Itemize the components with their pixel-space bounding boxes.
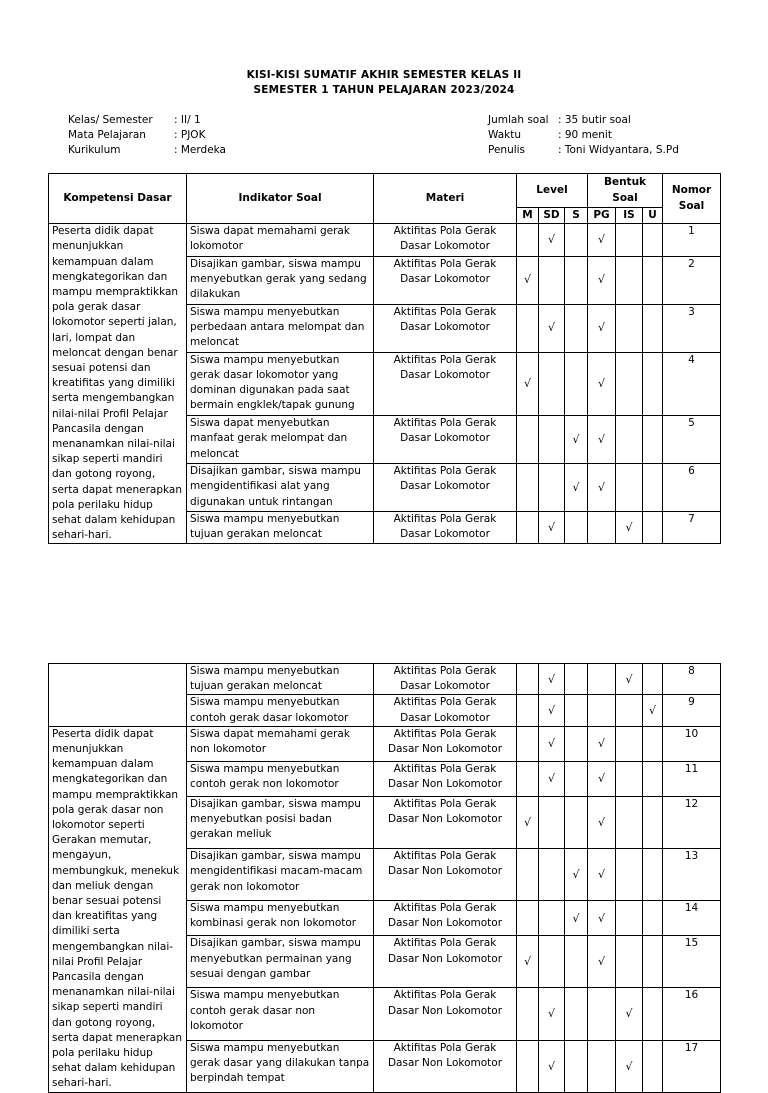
materi-cell: Aktifitas Pola Gerak Dasar Lokomotor — [374, 512, 517, 544]
bentuk-u-cell — [643, 726, 663, 761]
bentuk-is-cell — [616, 464, 643, 512]
header-kompetensi-dasar: Kompetensi Dasar — [49, 174, 187, 224]
indikator-cell: Siswa mampu menyebutkan gerak dasar lokomotor yang dominan digunakan pada saat bermain engklek/tapak gunung — [187, 352, 374, 416]
level-s-cell — [565, 988, 588, 1040]
table-row — [49, 726, 721, 761]
level-sd-cell — [539, 416, 565, 464]
bentuk-pg-cell: √ — [588, 849, 616, 901]
level-sd-cell: √ — [539, 304, 565, 352]
materi-cell: Aktifitas Pola Gerak Dasar Lokomotor — [374, 256, 517, 304]
bentuk-u-cell — [643, 761, 663, 796]
meta-right — [488, 113, 679, 158]
level-sd-cell: √ — [539, 761, 565, 796]
materi-cell: Aktifitas Pola Gerak Dasar Lokomotor — [374, 664, 517, 695]
materi-cell: Aktifitas Pola Gerak Dasar Lokomotor — [374, 416, 517, 464]
materi-cell: Aktifitas Pola Gerak Dasar Lokomotor — [374, 304, 517, 352]
indikator-cell: Siswa dapat memahami gerak lokomotor — [187, 224, 374, 256]
bentuk-u-cell — [643, 352, 663, 416]
nomor-soal-cell: 16 — [663, 988, 721, 1040]
level-m-cell — [517, 224, 539, 256]
bentuk-pg-cell — [588, 1040, 616, 1092]
header-sd: SD — [539, 208, 565, 224]
bentuk-pg-cell: √ — [588, 761, 616, 796]
bentuk-is-cell: √ — [616, 512, 643, 544]
level-sd-cell: √ — [539, 1040, 565, 1092]
indikator-cell: Disajikan gambar, siswa mampu mengidentifikasi alat yang digunakan untuk rintangan — [187, 464, 374, 512]
level-s-cell: √ — [565, 416, 588, 464]
indikator-cell: Siswa mampu menyebutkan perbedaan antara melompat dan meloncat — [187, 304, 374, 352]
meta-value: : 90 menit — [558, 129, 612, 141]
bentuk-pg-cell: √ — [588, 464, 616, 512]
bentuk-is-cell — [616, 352, 643, 416]
document-title-line1: KISI-KISI SUMATIF AKHIR SEMESTER KELAS II — [246, 69, 522, 81]
meta-label: Kurikulum — [68, 144, 121, 156]
indikator-cell: Siswa mampu menyebutkan kombinasi gerak non lokomotor — [187, 901, 374, 936]
meta-row-mapel — [68, 128, 226, 143]
level-sd-cell — [539, 464, 565, 512]
header-is: IS — [616, 208, 643, 224]
header-s: S — [565, 208, 588, 224]
nomor-soal-cell: 11 — [663, 761, 721, 796]
bentuk-u-cell — [643, 901, 663, 936]
materi-cell: Aktifitas Pola Gerak Dasar Lokomotor — [374, 352, 517, 416]
bentuk-pg-cell — [588, 664, 616, 695]
meta-label: Waktu — [488, 129, 521, 141]
level-sd-cell — [539, 901, 565, 936]
nomor-soal-cell: 2 — [663, 256, 721, 304]
level-s-cell: √ — [565, 849, 588, 901]
bentuk-is-cell — [616, 695, 643, 726]
header-nomor-soal: Nomor Soal — [663, 174, 721, 224]
level-m-cell — [517, 512, 539, 544]
level-m-cell — [517, 695, 539, 726]
bentuk-pg-cell: √ — [588, 416, 616, 464]
level-s-cell — [565, 664, 588, 695]
meta-label: Jumlah soal — [488, 114, 549, 126]
level-m-cell — [517, 901, 539, 936]
level-s-cell — [565, 512, 588, 544]
bentuk-u-cell — [643, 664, 663, 695]
level-m-cell: √ — [517, 797, 539, 849]
meta-label: Mata Pelajaran — [68, 129, 146, 141]
level-m-cell — [517, 304, 539, 352]
nomor-soal-cell: 8 — [663, 664, 721, 695]
level-m-cell — [517, 664, 539, 695]
header-pg: PG — [588, 208, 616, 224]
level-sd-cell: √ — [539, 695, 565, 726]
table-header-row — [49, 174, 721, 208]
level-sd-cell — [539, 256, 565, 304]
meta-value: : II/ 1 — [174, 114, 201, 126]
indikator-cell: Siswa mampu menyebutkan contoh gerak non lokomotor — [187, 761, 374, 796]
level-m-cell: √ — [517, 256, 539, 304]
bentuk-u-cell — [643, 1040, 663, 1092]
bentuk-pg-cell — [588, 988, 616, 1040]
level-s-cell — [565, 761, 588, 796]
bentuk-u-cell — [643, 224, 663, 256]
table-row — [49, 224, 721, 256]
bentuk-pg-cell: √ — [588, 797, 616, 849]
materi-cell: Aktifitas Pola Gerak Dasar Non Lokomotor — [374, 988, 517, 1040]
indikator-cell: Disajikan gambar, siswa mampu menyebutkan permainan yang sesuai dengan gambar — [187, 936, 374, 988]
document-title-line2: SEMESTER 1 TAHUN PELAJARAN 2023/2024 — [253, 84, 515, 96]
indikator-cell: Disajikan gambar, siswa mampu menyebutkan posisi badan gerakan meliuk — [187, 797, 374, 849]
level-m-cell — [517, 416, 539, 464]
nomor-soal-cell: 5 — [663, 416, 721, 464]
level-s-cell — [565, 304, 588, 352]
level-m-cell — [517, 849, 539, 901]
bentuk-is-cell — [616, 256, 643, 304]
level-m-cell — [517, 761, 539, 796]
bentuk-u-cell — [643, 512, 663, 544]
bentuk-u-cell — [643, 988, 663, 1040]
meta-value: : 35 butir soal — [558, 114, 631, 126]
bentuk-is-cell — [616, 726, 643, 761]
meta-label: Penulis — [488, 144, 526, 156]
meta-left — [68, 113, 226, 158]
nomor-soal-cell: 1 — [663, 224, 721, 256]
materi-cell: Aktifitas Pola Gerak Dasar Non Lokomotor — [374, 761, 517, 796]
bentuk-u-cell — [643, 416, 663, 464]
bentuk-u-cell — [643, 936, 663, 988]
nomor-soal-cell: 3 — [663, 304, 721, 352]
materi-cell: Aktifitas Pola Gerak Dasar Lokomotor — [374, 224, 517, 256]
bentuk-pg-cell: √ — [588, 901, 616, 936]
header-u: U — [643, 208, 663, 224]
level-m-cell — [517, 726, 539, 761]
materi-cell: Aktifitas Pola Gerak Dasar Non Lokomotor — [374, 1040, 517, 1092]
bentuk-is-cell — [616, 224, 643, 256]
level-s-cell — [565, 352, 588, 416]
header-bentuk-soal: Bentuk Soal — [588, 174, 663, 208]
level-m-cell — [517, 988, 539, 1040]
nomor-soal-cell: 10 — [663, 726, 721, 761]
level-sd-cell — [539, 797, 565, 849]
bentuk-is-cell: √ — [616, 664, 643, 695]
header-m: M — [517, 208, 539, 224]
bentuk-pg-cell: √ — [588, 256, 616, 304]
bentuk-pg-cell: √ — [588, 726, 616, 761]
bentuk-u-cell — [643, 797, 663, 849]
level-sd-cell — [539, 352, 565, 416]
header-indikator-soal: Indikator Soal — [187, 174, 374, 224]
nomor-soal-cell: 15 — [663, 936, 721, 988]
kisi-kisi-table-1 — [48, 173, 721, 544]
nomor-soal-cell: 14 — [663, 901, 721, 936]
indikator-cell: Siswa mampu menyebutkan contoh gerak dasar non lokomotor — [187, 988, 374, 1040]
header-materi: Materi — [374, 174, 517, 224]
level-s-cell — [565, 256, 588, 304]
header-level: Level — [517, 174, 588, 208]
nomor-soal-cell: 7 — [663, 512, 721, 544]
indikator-cell: Siswa mampu menyebutkan tujuan gerakan meloncat — [187, 512, 374, 544]
meta-value: : Merdeka — [174, 144, 226, 156]
level-m-cell: √ — [517, 352, 539, 416]
bentuk-pg-cell: √ — [588, 304, 616, 352]
level-s-cell — [565, 224, 588, 256]
indikator-cell: Disajikan gambar, siswa mampu mengidentifikasi macam-macam gerak non lokomotor — [187, 849, 374, 901]
bentuk-is-cell — [616, 797, 643, 849]
level-s-cell — [565, 797, 588, 849]
bentuk-is-cell: √ — [616, 1040, 643, 1092]
level-sd-cell: √ — [539, 512, 565, 544]
meta-row-jumlah-soal — [488, 113, 679, 128]
meta-value: : PJOK — [174, 129, 206, 141]
bentuk-is-cell — [616, 901, 643, 936]
level-sd-cell: √ — [539, 726, 565, 761]
indikator-cell: Disajikan gambar, siswa mampu menyebutkan gerak yang sedang dilakukan — [187, 256, 374, 304]
level-sd-cell: √ — [539, 224, 565, 256]
meta-label: Kelas/ Semester — [68, 114, 153, 126]
level-s-cell: √ — [565, 464, 588, 512]
meta-row-kelas — [68, 113, 226, 128]
meta-value: : Toni Widyantara, S.Pd — [558, 144, 679, 156]
bentuk-u-cell — [643, 304, 663, 352]
bentuk-u-cell — [643, 464, 663, 512]
bentuk-is-cell — [616, 304, 643, 352]
bentuk-u-cell — [643, 256, 663, 304]
nomor-soal-cell: 12 — [663, 797, 721, 849]
kd-lokomotor-cell: Peserta didik dapat menunjukkan kemampuan dalam mengkategorikan dan mampu mempraktikkan pola gerak dasar lokomotor seperti jalan, lari, lompat dan meloncat dengan benar sesuai potensi dan kreatifitas yang dimiliki serta mengembangkan nilai-nilai Profil Pelajar Pancasila dengan menanamkan nilai-nilai sikap seperti mandiri dan gotong royong, serta dapat menerapkan pola perilaku hidup sehat dalam kehidupan sehari-hari. — [49, 224, 187, 544]
meta-row-penulis — [488, 143, 679, 158]
nomor-soal-cell: 4 — [663, 352, 721, 416]
nomor-soal-cell: 13 — [663, 849, 721, 901]
level-m-cell — [517, 1040, 539, 1092]
bentuk-pg-cell: √ — [588, 352, 616, 416]
nomor-soal-cell: 17 — [663, 1040, 721, 1092]
materi-cell: Aktifitas Pola Gerak Dasar Non Lokomotor — [374, 849, 517, 901]
level-sd-cell — [539, 936, 565, 988]
meta-row-kurikulum — [68, 143, 226, 158]
materi-cell: Aktifitas Pola Gerak Dasar Non Lokomotor — [374, 797, 517, 849]
level-s-cell — [565, 695, 588, 726]
materi-cell: Aktifitas Pola Gerak Dasar Non Lokomotor — [374, 726, 517, 761]
bentuk-pg-cell — [588, 695, 616, 726]
level-sd-cell: √ — [539, 664, 565, 695]
bentuk-is-cell — [616, 416, 643, 464]
indikator-cell: Siswa mampu menyebutkan gerak dasar yang dilakukan tanpa berpindah tempat — [187, 1040, 374, 1092]
level-m-cell — [517, 464, 539, 512]
level-s-cell — [565, 726, 588, 761]
indikator-cell: Siswa dapat menyebutkan manfaat gerak melompat dan meloncat — [187, 416, 374, 464]
kisi-kisi-table-2 — [48, 663, 721, 1093]
bentuk-pg-cell: √ — [588, 936, 616, 988]
bentuk-pg-cell: √ — [588, 224, 616, 256]
meta-row-waktu — [488, 128, 679, 143]
level-sd-cell: √ — [539, 988, 565, 1040]
nomor-soal-cell: 9 — [663, 695, 721, 726]
bentuk-is-cell — [616, 761, 643, 796]
materi-cell: Aktifitas Pola Gerak Dasar Non Lokomotor — [374, 936, 517, 988]
bentuk-is-cell — [616, 936, 643, 988]
indikator-cell: Siswa mampu menyebutkan tujuan gerakan meloncat — [187, 664, 374, 695]
bentuk-is-cell — [616, 849, 643, 901]
level-sd-cell — [539, 849, 565, 901]
level-s-cell — [565, 1040, 588, 1092]
level-s-cell — [565, 936, 588, 988]
nomor-soal-cell: 6 — [663, 464, 721, 512]
level-s-cell: √ — [565, 901, 588, 936]
bentuk-u-cell: √ — [643, 695, 663, 726]
kd-continuation-cell — [49, 664, 187, 727]
indikator-cell: Siswa mampu menyebutkan contoh gerak dasar lokomotor — [187, 695, 374, 726]
level-m-cell: √ — [517, 936, 539, 988]
table-row — [49, 664, 721, 695]
indikator-cell: Siswa dapat memahami gerak non lokomotor — [187, 726, 374, 761]
bentuk-u-cell — [643, 849, 663, 901]
materi-cell: Aktifitas Pola Gerak Dasar Lokomotor — [374, 464, 517, 512]
bentuk-is-cell: √ — [616, 988, 643, 1040]
kd-non-lokomotor-cell: Peserta didik dapat menunjukkan kemampuan dalam mengkategorikan dan mampu mempraktikkan pola gerak dasar non lokomotor seperti Gerakan memutar, mengayun, membungkuk, menekuk dan meliuk dengan benar sesuai potensi dan kreatifitas yang dimiliki serta mengembangkan nilai-nilai Profil Pelajar Pancasila dengan menanamkan nilai-nilai sikap seperti mandiri dan gotong royong, serta dapat menerapkan pola perilaku hidup sehat dalam kehidupan sehari-hari. — [49, 726, 187, 1092]
materi-cell: Aktifitas Pola Gerak Dasar Non Lokomotor — [374, 901, 517, 936]
bentuk-pg-cell — [588, 512, 616, 544]
materi-cell: Aktifitas Pola Gerak Dasar Lokomotor — [374, 695, 517, 726]
